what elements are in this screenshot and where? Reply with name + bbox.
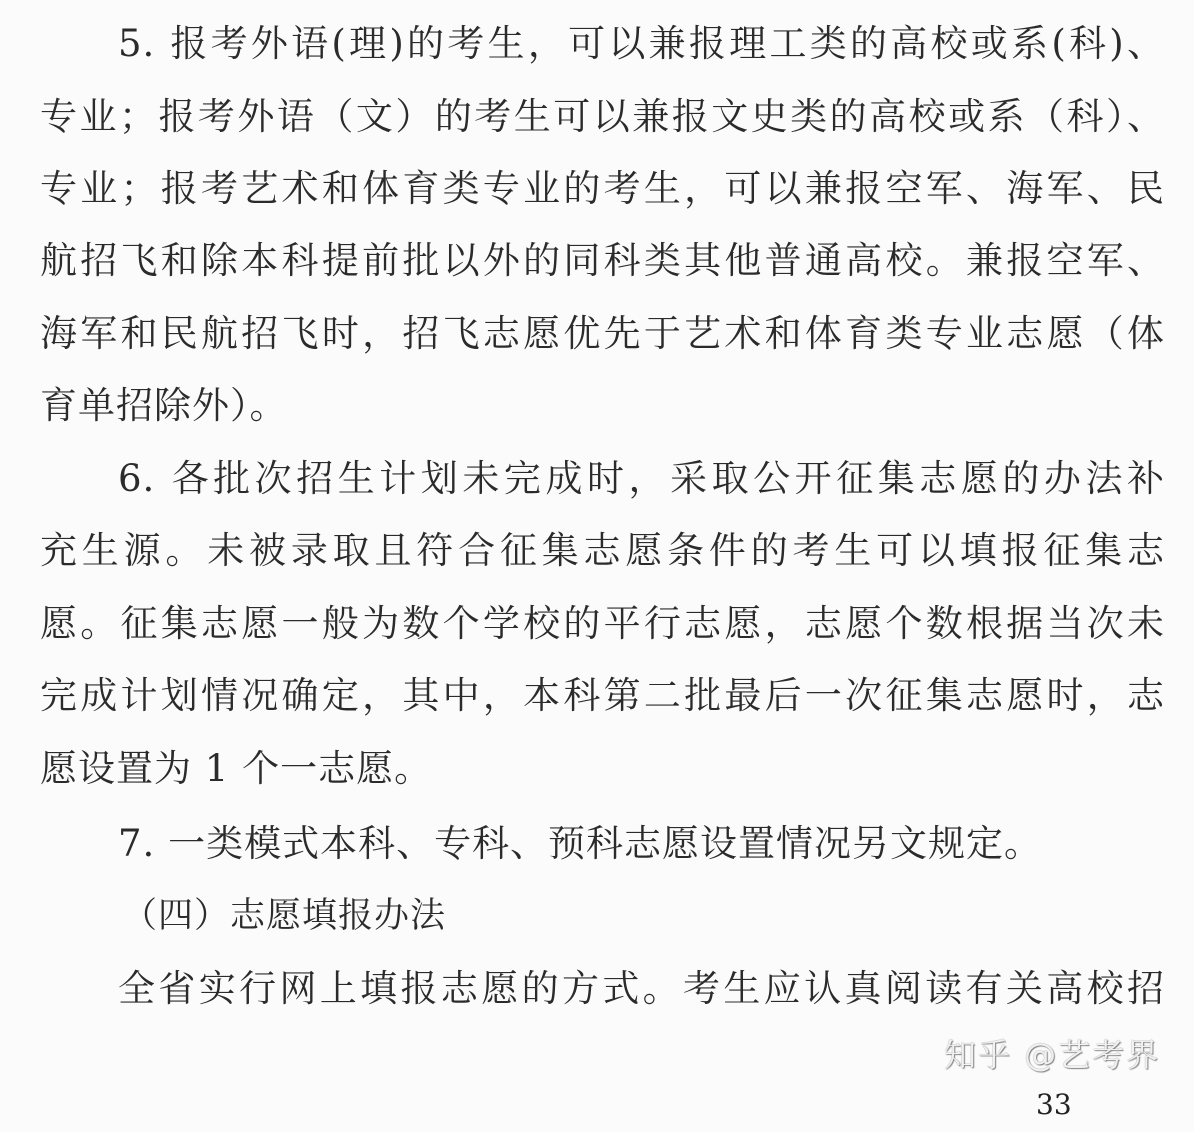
- paragraph-line: 愿设置为 1 个一志愿。: [40, 747, 433, 790]
- paragraph-line: 专业；报考艺术和体育类专业的考生，可以兼报空军、海军、民: [40, 167, 1165, 210]
- paragraph-line: 航招飞和除本科提前批以外的同科类其他普通高校。兼报空军、: [40, 239, 1165, 282]
- paragraph-line: 充生源。未被录取且符合征集志愿条件的考生可以填报征集志: [40, 529, 1165, 572]
- watermark: 知乎 @艺考界: [944, 1036, 1161, 1074]
- paragraph-line: 6. 各批次招生计划未完成时，采取公开征集志愿的办法补: [118, 457, 1165, 500]
- paragraph-line: 全省实行网上填报志愿的方式。考生应认真阅读有关高校招: [118, 967, 1165, 1010]
- paragraph-line: 5. 报考外语(理)的考生，可以兼报理工类的高校或系(科)、: [118, 22, 1165, 65]
- page-number: 33: [1036, 1088, 1072, 1121]
- paragraph-line: 7. 一类模式本科、专科、预科志愿设置情况另文规定。: [118, 822, 1043, 865]
- paragraph-line: 专业；报考外语（文）的考生可以兼报文史类的高校或系（科）、: [40, 95, 1165, 138]
- section-heading: （四）志愿填报办法: [122, 896, 447, 936]
- paragraph-line: 完成计划情况确定，其中，本科第二批最后一次征集志愿时，志: [40, 674, 1165, 717]
- paragraph-line: 海军和民航招飞时，招飞志愿优先于艺术和体育类专业志愿（体: [40, 312, 1165, 355]
- paragraph-line: 育单招除外）。: [40, 384, 288, 427]
- paragraph-line: 愿。征集志愿一般为数个学校的平行志愿，志愿个数根据当次未: [40, 602, 1165, 645]
